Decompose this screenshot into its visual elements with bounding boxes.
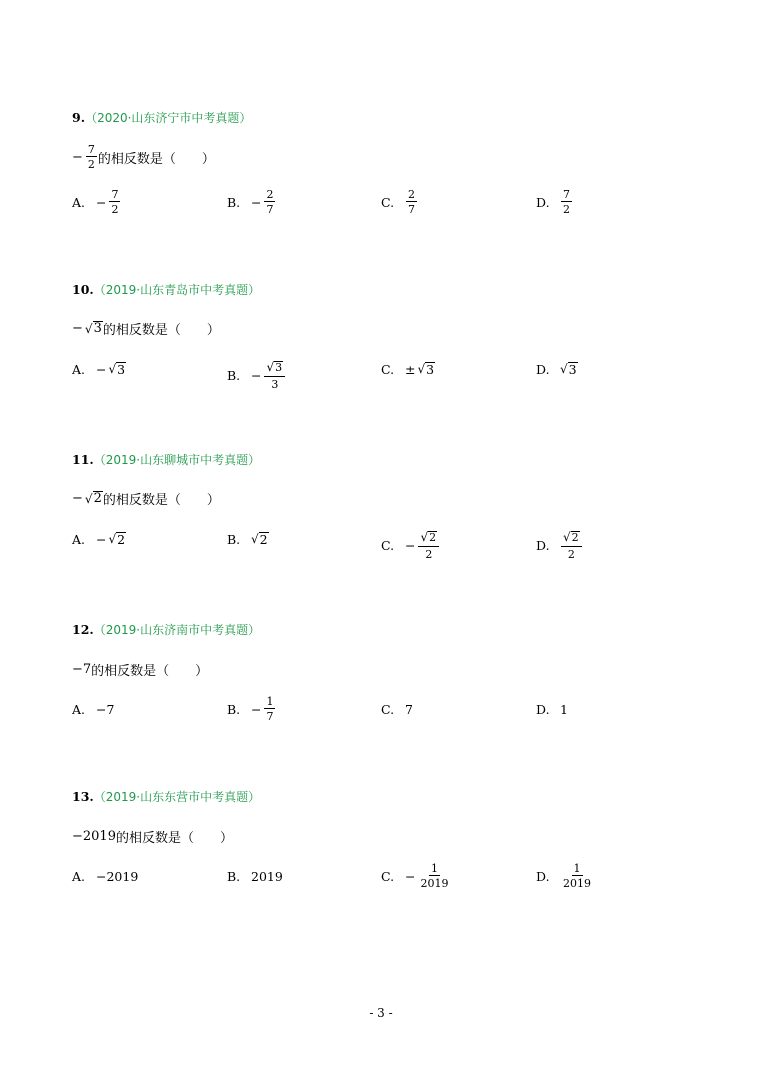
question-header — [72, 789, 260, 805]
radical-sign: √ — [417, 362, 426, 376]
question-stem — [72, 489, 220, 508]
option-d[interactable] — [536, 182, 573, 222]
fraction-denominator: 2 — [87, 158, 95, 171]
question-number: 11. — [72, 452, 94, 467]
option-d[interactable] — [536, 349, 578, 389]
numerator-radical — [266, 360, 283, 375]
stem-value: −7 — [72, 662, 92, 677]
option-value: 1 — [560, 701, 568, 717]
option-c[interactable] — [381, 182, 418, 222]
option-c[interactable] — [381, 689, 413, 729]
question-number: 10. — [72, 282, 94, 297]
stem-fraction — [86, 144, 97, 170]
stem-radical — [85, 490, 103, 507]
fraction-denominator: 2 — [111, 203, 119, 216]
option-a[interactable] — [72, 856, 138, 896]
stem-text: 的相反数是（ ） — [97, 151, 215, 167]
option-fraction — [561, 863, 593, 889]
option-fraction — [264, 189, 275, 215]
option-sign: − — [96, 531, 107, 547]
radicand: 2 — [571, 531, 579, 545]
option-b[interactable] — [227, 856, 283, 896]
radical-sign: √ — [560, 362, 568, 376]
question-stem — [72, 144, 215, 170]
option-fraction — [264, 696, 275, 722]
option-sign: − — [405, 868, 416, 884]
question-header — [72, 452, 260, 468]
fraction-denominator: 2 — [425, 547, 433, 561]
stem-text: 的相反数是（ ） — [91, 664, 209, 679]
option-sign: − — [96, 361, 107, 377]
radical-sign: √ — [420, 530, 429, 545]
option-radical — [560, 361, 578, 377]
option-letter: C. — [381, 194, 395, 210]
option-sign: − — [405, 537, 416, 553]
option-d[interactable] — [536, 856, 594, 896]
question-number: 13. — [72, 789, 94, 804]
option-radical — [108, 531, 126, 547]
question-source: （2019·山东东营市中考真题） — [93, 790, 261, 804]
fraction-denominator: 2 — [563, 203, 570, 216]
question-stem — [72, 319, 220, 338]
option-letter: C. — [381, 868, 395, 884]
option-letter: A. — [72, 531, 86, 547]
fraction-denominator: 2019 — [563, 877, 591, 890]
fraction-numerator: 2 — [408, 188, 415, 201]
fraction-denominator: 7 — [266, 203, 274, 216]
radical-sign: √ — [108, 532, 117, 546]
question-header — [72, 622, 260, 638]
option-letter: A. — [72, 701, 86, 717]
stem-value: −2019 — [72, 829, 116, 844]
question-number: 9. — [72, 110, 86, 125]
page-number: - 3 - — [369, 1006, 393, 1020]
fraction-numerator: 1 — [266, 695, 274, 708]
fraction-denominator: 7 — [408, 203, 415, 216]
question-stem — [72, 827, 233, 846]
option-letter: C. — [381, 361, 395, 377]
fraction-denominator: 3 — [271, 377, 279, 391]
option-radical — [108, 361, 126, 377]
fraction-numerator — [264, 360, 285, 377]
fraction-numerator: 7 — [563, 188, 570, 201]
radical-sign: √ — [266, 360, 275, 375]
option-value: −7 — [96, 701, 115, 717]
option-a[interactable] — [72, 349, 126, 389]
radicand: 3 — [93, 321, 102, 337]
fraction-denominator: 2019 — [420, 877, 449, 890]
fraction-numerator — [561, 530, 582, 547]
option-sign: − — [251, 701, 262, 717]
radical-sign: √ — [84, 491, 93, 506]
radicand: 2 — [117, 531, 126, 547]
fraction-numerator: 2 — [266, 188, 274, 201]
option-letter: D. — [536, 701, 550, 717]
question-number: 12. — [72, 622, 94, 637]
stem-text: 的相反数是（ ） — [115, 831, 233, 846]
options-row — [72, 856, 712, 896]
option-letter: A. — [72, 361, 86, 377]
option-fraction — [109, 189, 120, 215]
question-header — [72, 110, 251, 126]
question-source: （2019·山东济南市中考真题） — [93, 623, 261, 637]
radicand: 3 — [426, 361, 435, 377]
numerator-radical — [420, 530, 437, 545]
radicand: 3 — [568, 361, 577, 377]
stem-text: 的相反数是（ ） — [102, 323, 220, 338]
option-letter: B. — [227, 868, 241, 884]
option-letter: D. — [536, 194, 550, 210]
radical-sign: √ — [563, 530, 571, 545]
option-b[interactable] — [227, 355, 286, 395]
numerator-radical — [563, 530, 580, 545]
radicand: 3 — [275, 361, 283, 375]
question-source: （2019·山东青岛市中考真题） — [93, 283, 261, 297]
option-b[interactable] — [227, 519, 269, 559]
fraction-numerator: 7 — [111, 188, 119, 201]
fraction-numerator: 7 — [87, 143, 95, 156]
radical-sign: √ — [251, 532, 259, 546]
option-c[interactable] — [381, 856, 451, 896]
option-d[interactable] — [536, 525, 583, 565]
fraction-denominator: 2 — [567, 547, 575, 561]
option-fraction — [264, 360, 285, 390]
option-fraction — [406, 189, 417, 215]
option-c[interactable] — [381, 349, 435, 389]
option-b[interactable] — [227, 182, 276, 222]
radical-sign: √ — [108, 362, 117, 376]
option-letter: D. — [536, 537, 550, 553]
question-header — [72, 282, 260, 298]
option-fraction — [561, 189, 572, 215]
option-c[interactable] — [381, 525, 440, 565]
radicand: 2 — [429, 531, 437, 545]
option-value: −2019 — [96, 868, 139, 884]
option-fraction — [561, 530, 582, 560]
stem-radical — [85, 320, 103, 337]
option-a[interactable] — [72, 519, 126, 559]
option-letter: B. — [227, 194, 241, 210]
options-row — [72, 349, 712, 389]
radicand: 3 — [117, 361, 126, 377]
option-value: 7 — [405, 701, 413, 717]
radicand: 2 — [93, 491, 102, 507]
option-fraction — [418, 863, 450, 889]
option-fraction — [418, 530, 439, 560]
options-row — [72, 519, 712, 559]
stem-text: 的相反数是（ ） — [102, 493, 220, 508]
option-sign: − — [251, 194, 262, 210]
option-sign: ± — [405, 361, 416, 377]
stem-sign: − — [72, 491, 83, 506]
option-sign: − — [96, 194, 107, 210]
question-source: （2020·山东济宁市中考真题） — [85, 111, 252, 125]
question-source: （2019·山东聊城市中考真题） — [93, 453, 261, 467]
option-letter: D. — [536, 868, 550, 884]
option-letter: B. — [227, 531, 241, 547]
radicand: 2 — [259, 531, 268, 547]
option-a[interactable] — [72, 182, 121, 222]
stem-sign: − — [72, 149, 83, 165]
option-letter: B. — [227, 367, 241, 383]
option-letter: D. — [536, 361, 550, 377]
option-value: 2019 — [251, 868, 283, 884]
stem-sign: − — [72, 321, 83, 336]
option-a[interactable] — [72, 689, 114, 729]
radical-sign: √ — [84, 321, 93, 336]
option-radical — [417, 361, 435, 377]
option-d[interactable] — [536, 689, 568, 729]
fraction-denominator: 7 — [266, 710, 274, 723]
option-radical — [251, 531, 269, 547]
option-letter: A. — [72, 194, 86, 210]
options-row — [72, 182, 712, 222]
option-letter: B. — [227, 701, 241, 717]
fraction-numerator — [418, 530, 439, 547]
option-letter: C. — [381, 537, 395, 553]
option-sign: − — [251, 367, 262, 383]
question-stem — [72, 660, 208, 679]
option-b[interactable] — [227, 689, 276, 729]
option-letter: C. — [381, 701, 395, 717]
options-row — [72, 689, 712, 729]
fraction-numerator: 1 — [430, 862, 438, 875]
fraction-numerator: 1 — [573, 862, 581, 875]
option-letter: A. — [72, 868, 86, 884]
